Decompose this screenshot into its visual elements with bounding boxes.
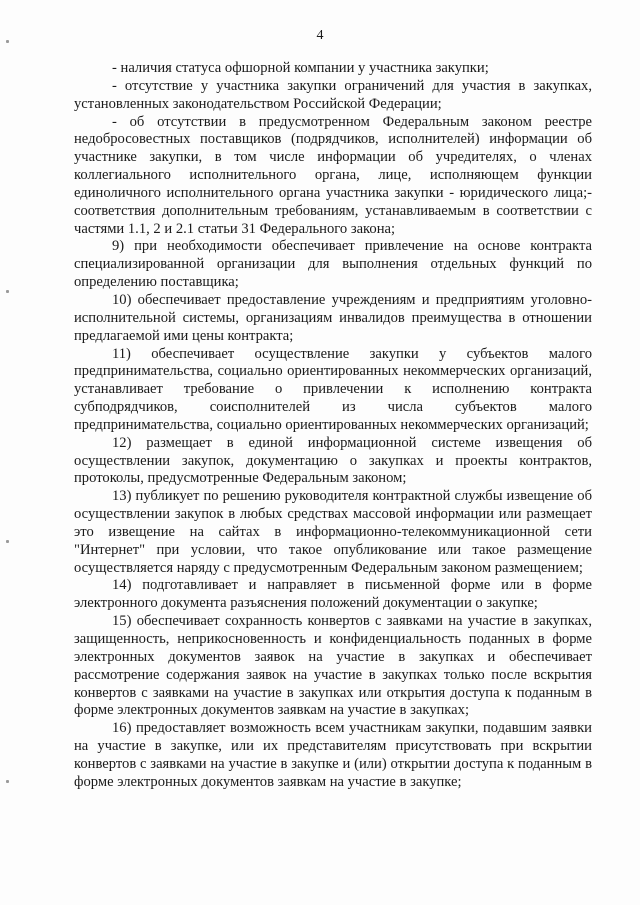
scan-speck [6, 540, 9, 543]
scan-speck [6, 780, 9, 783]
scan-speck [6, 290, 9, 293]
paragraph: 10) обеспечивает предоставление учреждениям и предприятиям уголовно-исполнительной системы, организациям инвалидов преимущества в отношении предлагаемой ими цены контракта; [74, 291, 592, 344]
paragraph: 16) предоставляет возможность всем участникам закупки, подавшим заявки на участие в закупке, или их представителям присутствовать при вскрытии конвертов с заявками на участие в закупке и (или) открытии доступа к поданным в форме электронных документов заявкам на участие в закупке; [74, 720, 592, 790]
paragraph: 15) обеспечивает сохранность конвертов с заявками на участие в закупках, защищенность, неприкосновенность и конфиденциальность поданных в форме электронных документов заявок на участие в закупках и обеспечивает рассмотрение содержания заявок на участие в закупках только после вскрытия конвертов с заявками на участие в закупках или открытия доступа к поданным в форме электронных документов заявкам на участие в закупках; [74, 613, 592, 719]
page-number: 4 [316, 28, 324, 43]
paragraph: 12) размещает в единой информационной системе извещения об осуществлении закупок, документацию о закупках и проекты контрактов, протоколы, предусмотренные Федеральным законом; [74, 434, 592, 487]
paragraph: 13) публикует по решению руководителя контрактной службы извещение об осуществлении закупок в любых средствах массовой информации или размещает это извещение на сайтах в информационно-телекоммуникационной сети "Интернет" при условии, что такое опубликование или такое размещение осуществляется наряду с предусмотренным Федеральным законом размещением; [74, 488, 592, 576]
paragraph: - об отсутствии в предусмотренном Федеральным законом реестре недобросовестных поставщиков (подрядчиков, исполнителей) информации об участнике закупки, в том числе информации об учредителях, о членах коллегиального исполнительного органа, лице, исполняющем функции единоличного исполнительного органа участника закупки - юридического лица;- соответствия дополнительным требованиям, устанавливаемым в соответствии с частями 1.1, 2 и 2.1 статьи 31 Федерального закона; [74, 113, 592, 237]
document-body [74, 60, 592, 792]
paragraph: 11) обеспечивает осуществление закупки у субъектов малого предпринимательства, социально ориентированных некоммерческих организаций, устанавливает требование о привлечении к исполнению контракта субподрядчиков, соисполнителей из числа субъектов малого предпринимательства, социально ориентированных некоммерческих организаций; [74, 345, 592, 433]
paragraph: 14) подготавливает и направляет в письменной форме или в форме электронного документа разъяснения положений документации о закупке; [74, 577, 592, 612]
paragraph: - отсутствие у участника закупки ограничений для участия в закупках, установленных законодательством Российской Федерации; [74, 77, 592, 112]
scan-speck [6, 40, 9, 43]
paragraph: 9) при необходимости обеспечивает привлечение на основе контракта специализированной организации для выполнения отдельных функций по определению поставщика; [74, 238, 592, 291]
paragraph: - наличия статуса офшорной компании у участника закупки; [112, 60, 489, 76]
